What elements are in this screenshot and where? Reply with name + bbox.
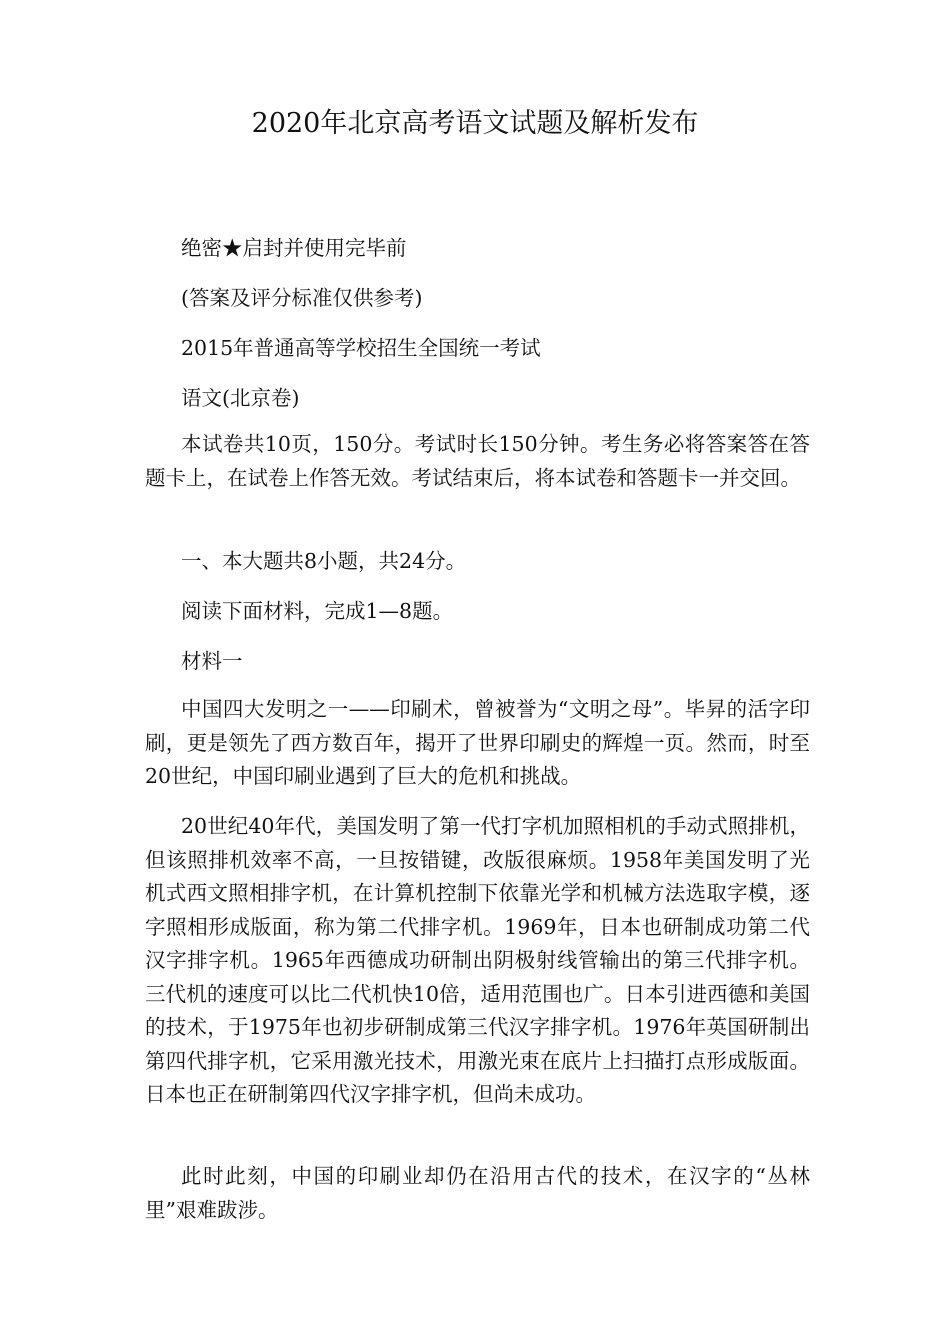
- paragraph-instructions: 本试卷共10页，150分。考试时长150分钟。考生务必将答案答在答题卡上，在试卷上作答无效。考试结束后，将本试卷和答题卡一并交回。: [145, 432, 810, 490]
- paragraph-material-heading: 材料一: [181, 649, 243, 673]
- paragraph-exam-name: 2015年普通高等学校招生全国统一考试: [181, 336, 541, 360]
- paragraph-reading-task: 阅读下面材料，完成1—8题。: [181, 599, 454, 623]
- paragraph-printing-history: 中国四大发明之一——印刷术，曾被誉为“文明之母”。毕昇的活字印刷，更是领先了西方数百年，揭开了世界印刷史的辉煌一页。然而，时至20世纪，中国印刷业遇到了巨大的危机和挑战。: [145, 697, 810, 788]
- document-title: 2020年北京高考语文试题及解析发布: [251, 108, 699, 139]
- paragraph-answer-note: (答案及评分标准仅供参考): [181, 286, 423, 310]
- paragraph-typesetting-history: 20世纪40年代，美国发明了第一代打字机加照相机的手动式照排机，但该照排机效率不高，一旦按错键，改版很麻烦。1958年美国发明了光机式西文照相排字机，在计算机控制下依靠光学和机械方法选取字模，逐字照相形成版面，称为第二代排字机。1969年，日本也研制成功第二代汉字排字机。1965年西德成功研制出阴极射线管输出的第三代排字机。三代机的速度可以比二代机快10倍，适用范围也广。日本引进西德和美国的技术，于1975年也初步研制成第三代汉字排字机。1976年英国研制出第四代排字机，它采用激光技术，用激光束在底片上扫描打点形成版面。日本也正在研制第四代汉字排字机，但尚未成功。: [145, 814, 810, 1106]
- paragraph-subject: 语文(北京卷): [181, 386, 300, 410]
- paragraph-china-printing: 此时此刻，中国的印刷业却仍在沿用古代的技术，在汉字的“丛林里”艰难跋涉。: [145, 1164, 810, 1222]
- paragraph-confidential: 绝密★启封并使用完毕前: [181, 236, 407, 260]
- paragraph-section-one: 一、本大题共8小题，共24分。: [181, 549, 467, 573]
